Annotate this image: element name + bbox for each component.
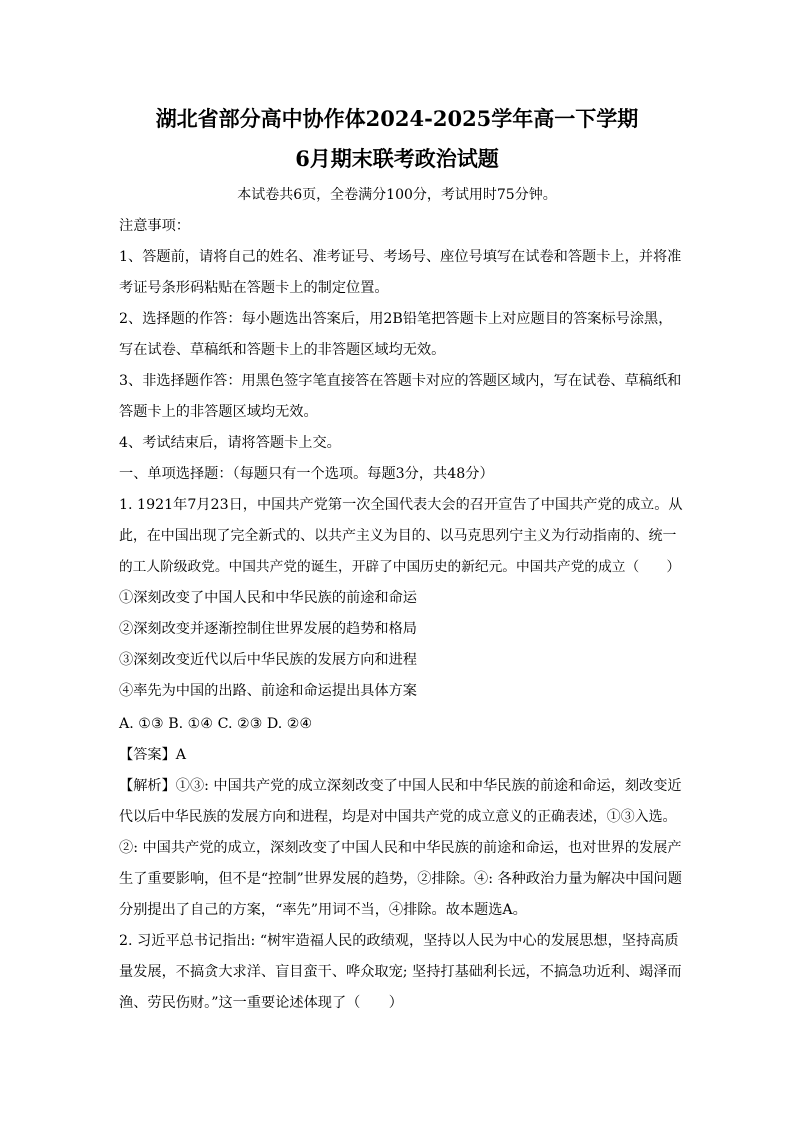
notice-item-2-line-2: 写在试卷、草稿纸和答题卡上的非答题区域均无效。 — [119, 342, 446, 358]
q2-stem-line-1: 2. 习近平总书记指出: “树牢造福人民的政绩观，坚持以人民为中心的发展思想，坚持高质 — [119, 933, 679, 949]
q1-analysis-line-2: 代以后中华民族的发展方向和进程，均是对中国共产党的成立意义的正确表述，①③入选。 — [119, 809, 677, 825]
exam-title-line1: 湖北省部分高中协作体2024-2025学年高一下学期 — [155, 106, 639, 131]
q1-analysis-line-3: ②: 中国共产党的成立，深刻改变了中国人民和中华民族的前途和命运，也对世界的发展产 — [119, 840, 682, 856]
q1-answer: 【答案】A — [119, 747, 186, 763]
q1-analysis-line-4: 生了重要影响，但不是“控制”世界发展的趋势，②排除。④: 各种政治力量为解决中国问题 — [119, 871, 682, 887]
notice-item-4: 4、考试结束后，请将答题卡上交。 — [119, 435, 341, 451]
notice-heading: 注意事项： — [119, 218, 190, 234]
q2-stem-line-3: 渔、劳民伤财。”这一重要论述体现了（ ） — [119, 995, 403, 1011]
exam-info: 本试卷共6页，全卷满分100分，考试用时75分钟。 — [237, 187, 557, 203]
q1-option-4: ④率先为中国的出路、前途和命运提出具体方案 — [119, 683, 417, 699]
q1-analysis-line-1: 【解析】①③: 中国共产党的成立深刻改变了中国人民和中华民族的前途和命运，刻改变近 — [119, 778, 682, 794]
q1-choices: A. ①③ B. ①④ C. ②③ D. ②④ — [119, 716, 313, 732]
q1-option-3: ③深刻改变近代以后中华民族的发展方向和进程 — [119, 652, 417, 668]
q1-stem-line-1: 1. 1921年7月23日，中国共产党第一次全国代表大会的召开宣告了中国共产党的成立。从 — [119, 497, 683, 513]
notice-item-3-line-1: 3、非选择题作答：用黑色签字笔直接答在答题卡对应的答题区域内，写在试卷、草稿纸和 — [119, 373, 682, 389]
notice-item-1-line-2: 考证号条形码粘贴在答题卡上的制定位置。 — [119, 280, 389, 296]
q1-option-1: ①深刻改变了中国人民和中华民族的前途和命运 — [119, 590, 417, 606]
section-heading: 一、单项选择题：（每题只有一个选项。每题3分，共48分） — [119, 466, 494, 482]
q2-stem-line-2: 量发展，不搞贪大求洋、盲目蛮干、哗众取宠; 坚持打基础利长远，不搞急功近利、竭泽而 — [119, 964, 682, 980]
notice-item-1-line-1: 1、答题前，请将自己的姓名、准考证号、考场号、座位号填写在试卷和答题卡上，并将准 — [119, 249, 682, 265]
notice-item-3-line-2: 答题卡上的非答题区域均无效。 — [119, 404, 318, 420]
q1-analysis-line-5: 分别提出了自己的方案，“率先”用词不当，④排除。故本题选A。 — [119, 902, 527, 918]
q1-option-2: ②深刻改变并逐渐控制住世界发展的趋势和格局 — [119, 621, 417, 637]
notice-item-2-line-1: 2、选择题的作答：每小题选出答案后，用2B铅笔把答题卡上对应题目的答案标号涂黑， — [119, 311, 673, 327]
exam-title-line2: 6月期末联考政治试题 — [295, 146, 499, 171]
q1-stem-line-3: 的工人阶级政党。中国共产党的诞生，开辟了中国历史的新纪元。中国共产党的成立（ ） — [119, 559, 681, 575]
q1-stem-line-2: 此，在中国出现了完全新式的、以共产主义为目的、以马克思列宁主义为行动指南的、统一 — [119, 528, 677, 544]
